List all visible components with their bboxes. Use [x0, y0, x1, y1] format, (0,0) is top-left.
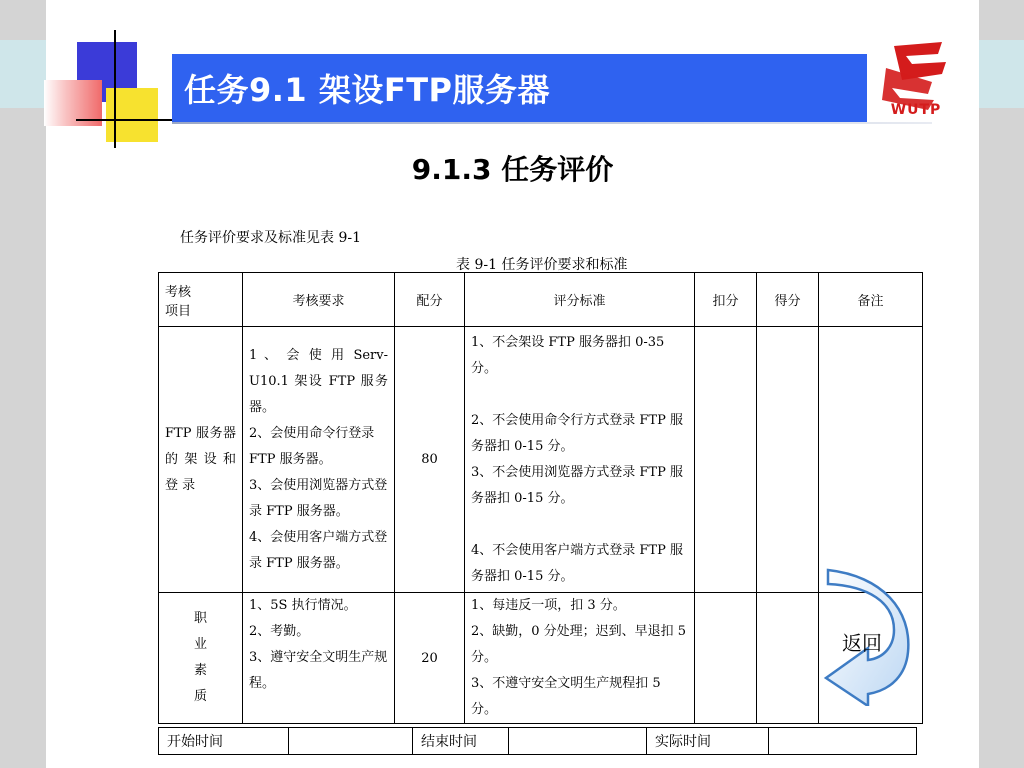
row1-req-1: 1 、 会 使 用 Serv-U10.1 架设 FTP 服务器。 — [249, 347, 388, 415]
slide-title: 任务9.1 架设FTP服务器 — [184, 71, 550, 109]
header-score: 配分 — [395, 273, 465, 327]
intro-text: 任务评价要求及标准见表 9-1 — [180, 230, 361, 246]
header-item-line1: 考核 — [165, 284, 192, 300]
section-subtitle: 9.1.3 任务评价 — [411, 153, 614, 186]
row1-crit-gap2 — [471, 512, 688, 538]
row1-crit-gap1 — [471, 382, 688, 408]
row2-item-char: 素 — [193, 663, 207, 678]
title-underline — [172, 122, 932, 124]
row2-got[interactable] — [757, 593, 819, 724]
end-time-label: 结束时间 — [413, 728, 509, 755]
logo-text: WUTP — [890, 102, 942, 118]
row1-score: 80 — [395, 327, 465, 593]
row2-score: 20 — [395, 593, 465, 724]
decor-horizontal-line — [76, 119, 172, 121]
row2-crit-1: 1、每违反一项，扣 3 分。 — [471, 598, 626, 613]
table-caption: 表 9-1 任务评价要求和标准 — [456, 257, 628, 273]
actual-time-value[interactable] — [769, 728, 917, 755]
row2-item-char: 质 — [193, 689, 207, 704]
decor-vertical-line — [114, 30, 116, 148]
header-note: 备注 — [819, 273, 923, 327]
row2-crit-2: 2、缺勤，0 分处理；迟到、早退扣 5 分。 — [471, 624, 687, 665]
row1-deduct[interactable] — [695, 327, 757, 593]
row1-req-3: 3、会使用浏览器方式登录 FTP 服务器。 — [249, 477, 388, 519]
row2-requirements — [243, 593, 395, 724]
row1-note[interactable] — [819, 327, 923, 593]
header-item-line2: 项目 — [165, 303, 192, 319]
row1-req-2: 2、会使用命令行登录 FTP 服务器。 — [249, 425, 375, 467]
row1-crit-4: 4、不会使用客户端方式登录 FTP 服务器扣 0-15 分。 — [471, 542, 683, 584]
return-button[interactable]: 返回 — [842, 631, 882, 655]
row2-item-char: 职 — [193, 611, 207, 626]
table-row — [159, 327, 923, 593]
actual-time-label: 实际时间 — [647, 728, 769, 755]
row2-req-2: 2、考勤。 — [249, 624, 310, 639]
row1-crit-1: 1、不会架设 FTP 服务器扣 0-35 分。 — [471, 334, 665, 376]
start-time-label: 开始时间 — [159, 728, 289, 755]
time-footer-table — [158, 727, 917, 755]
row1-requirements — [243, 327, 395, 593]
row2-deduct[interactable] — [695, 593, 757, 724]
table-row — [159, 593, 923, 724]
time-footer-row — [159, 728, 917, 755]
table-header-row — [159, 273, 923, 327]
start-time-value[interactable] — [289, 728, 413, 755]
row2-criteria — [465, 593, 695, 724]
header-deduct: 扣分 — [695, 273, 757, 327]
row2-item — [159, 593, 243, 724]
end-time-value[interactable] — [509, 728, 647, 755]
row1-criteria — [465, 327, 695, 593]
evaluation-table — [158, 272, 923, 724]
title-bar — [172, 54, 867, 122]
row2-item-char: 业 — [193, 637, 207, 652]
row1-crit-3: 3、不会使用浏览器方式登录 FTP 服务器扣 0-15 分。 — [471, 464, 683, 506]
row1-req-4: 4、会使用客户端方式登录 FTP 服务器。 — [249, 529, 388, 571]
header-criteria: 评分标准 — [465, 273, 695, 327]
header-got: 得分 — [757, 273, 819, 327]
slide — [46, 0, 979, 768]
row1-crit-2: 2、不会使用命令行方式登录 FTP 服务器扣 0-15 分。 — [471, 412, 683, 454]
row2-req-3: 3、遵守安全文明生产规程。 — [249, 650, 388, 691]
header-item — [159, 273, 243, 327]
row2-req-1: 1、5S 执行情况。 — [249, 598, 357, 613]
row1-got[interactable] — [757, 327, 819, 593]
row2-crit-3: 3、不遵守安全文明生产规程扣 5 分。 — [471, 676, 661, 717]
row1-item: FTP 服务器 的 架 设 和 登 录 — [159, 327, 243, 593]
header-requirement: 考核要求 — [243, 273, 395, 327]
